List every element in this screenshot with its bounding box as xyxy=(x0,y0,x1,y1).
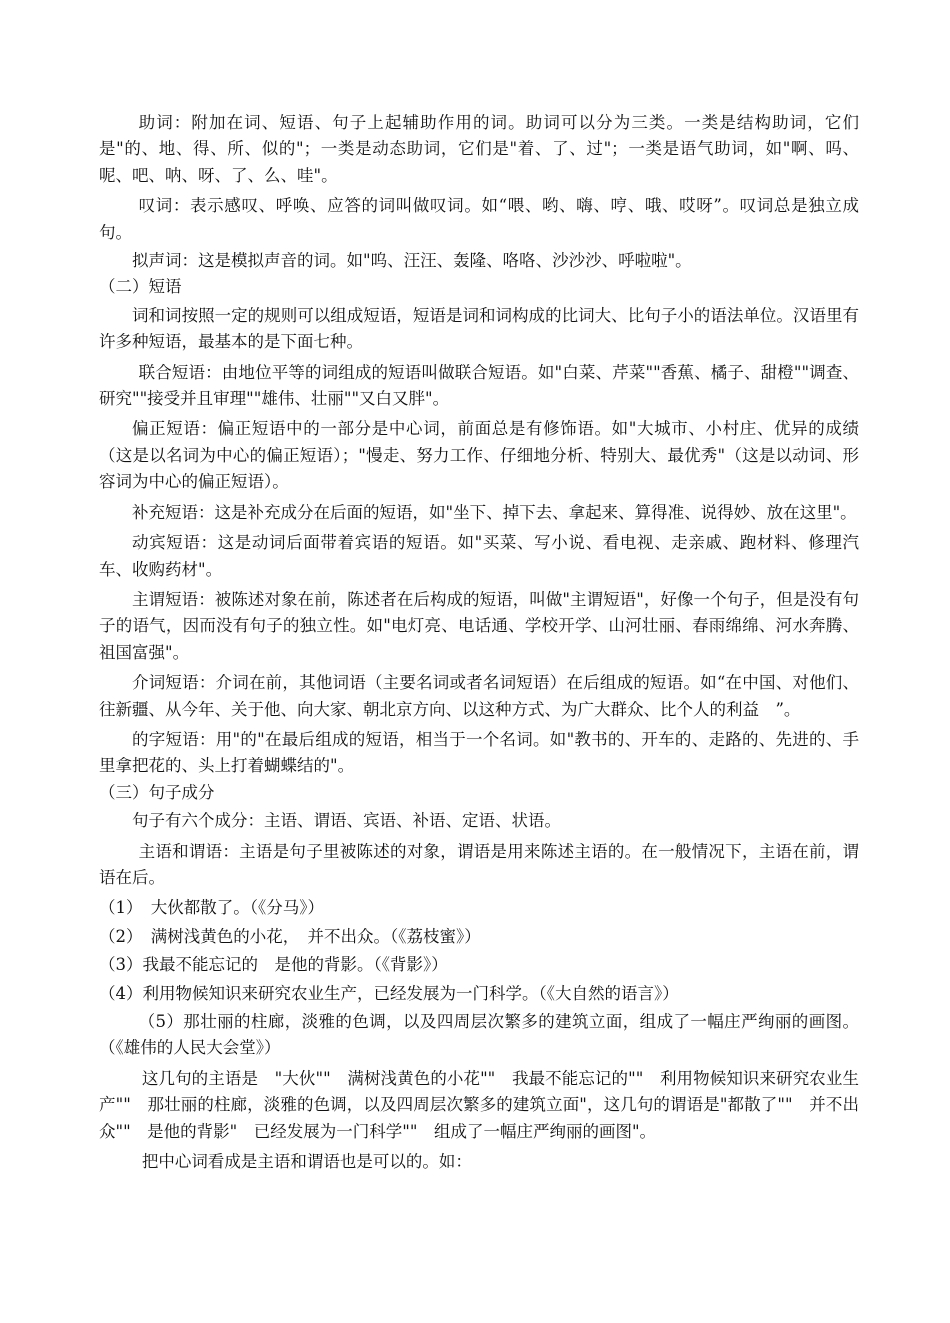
paragraph-auxiliary-words: 助词：附加在词、短语、句子上起辅助作用的词。助词可以分为三类。一类是结构助词，它们是"的、地、得、所、似的"；一类是动态助词，它们是"着、了、过"；一类是语气助词，如"啊、吗、呢、吧、呐、呀、了、么、哇"。 xyxy=(99,113,859,185)
paragraph-subject-and-predicate: 主语和谓语：主语是句子里被陈述的对象，谓语是用来陈述主语的。在一般情况下，主语在前，谓语在后。 xyxy=(99,841,859,887)
paragraph-prepositional-phrase: 介词短语：介词在前，其他词语（主要名词或者名词短语）在后组成的短语。如“在中国、对他们、往新疆、从今年、关于他、向大家、朝北京方向、以这种方式、为广大群众、比个人的利益 ”。 xyxy=(99,673,859,719)
example-sentence-4: （4）利用物候知识来研究农业生产，已经发展为一门科学。（《大自然的语言》） xyxy=(99,983,679,1003)
paragraph-verb-object-phrase: 动宾短语：这是动词后面带着宾语的短语。如"买菜、写小说、看电视、走亲戚、跑材料、修理汽车、收购药材"。 xyxy=(99,533,859,579)
paragraph-subject-predicate-phrase: 主谓短语：被陈述对象在前，陈述者在后构成的短语，叫做"主谓短语"，好像一个句子，但是没有句子的语气，因而没有句子的独立性。如"电灯亮、电话通、学校开学、山河壮丽、春雨绵绵、河水奔腾、祖国富强"。 xyxy=(99,589,859,662)
section-heading-phrases: （二）短语 xyxy=(99,277,182,297)
paragraph-onomatopoeia: 拟声词：这是模拟声音的词。如"呜、汪汪、轰隆、咯咯、沙沙沙、呼啦啦"。 xyxy=(132,251,692,271)
paragraph-complement-phrase: 补充短语：这是补充成分在后面的短语，如"坐下、掉下去、拿起来、算得准、说得妙、放在这里"。 xyxy=(132,502,857,522)
example-sentence-2: （2） 满树浅黄色的小花， 并不出众。（《荔枝蜜》） xyxy=(99,926,481,946)
paragraph-head-word-note: 把中心词看成是主语和谓语也是可以的。如： xyxy=(141,1152,472,1172)
section-heading-sentence-components: （三）句子成分 xyxy=(99,782,215,802)
paragraph-modifier-phrase: 偏正短语：偏正短语中的一部分是中心词，前面总是有修饰语。如"大城市、小村庄、优异的成绩（这是以名词为中心的偏正短语）；"慢走、努力工作、仔细地分析、特别大、最优秀"（这是以动词、形容词为中心的偏正短语）。 xyxy=(99,419,859,492)
paragraph-subject-predicate-analysis: 这几句的主语是 "大伙"" 满树浅黄色的小花"" 我最不能忘记的"" 利用物候知识来研究农业生产"" 那壮丽的柱廊，淡雅的色调，以及四周层次繁多的建筑立面"，这几句的谓语是"都散了"" 并不出众"" 是他的背影" 已经发展为一门科学"" 组成了一幅庄严绚丽的画图"。 xyxy=(99,1068,859,1141)
paragraph-phrases-intro: 词和词按照一定的规则可以组成短语，短语是词和词构成的比词大、比句子小的语法单位。汉语里有许多种短语，最基本的是下面七种。 xyxy=(99,305,859,352)
example-sentence-5: （5）那壮丽的柱廊，淡雅的色调，以及四周层次繁多的建筑立面，组成了一幅庄严绚丽的画图。（《雄伟的人民大会堂》） xyxy=(99,1012,859,1058)
paragraph-six-components: 句子有六个成分：主语、谓语、宾语、补语、定语、状语。 xyxy=(132,811,561,831)
paragraph-interjections: 叹词：表示感叹、呼唤、应答的词叫做叹词。如“喂、哟、嗨、哼、哦、哎呀”。叹词总是独立成句。 xyxy=(99,196,859,242)
paragraph-de-phrase: 的字短语：用"的"在最后组成的短语，相当于一个名词。如"教书的、开车的、走路的、先进的、手里拿把花的、头上打着蝴蝶结的"。 xyxy=(99,729,859,776)
document-body xyxy=(99,110,859,1175)
paragraph-coordinate-phrase: 联合短语：由地位平等的词组成的短语叫做联合短语。如"白菜、芹菜""香蕉、橘子、甜橙""调查、研究""接受并且审理""雄伟、壮丽""又白又胖"。 xyxy=(99,362,859,409)
example-sentence-3: （3）我最不能忘记的 是他的背影。（《背影》） xyxy=(99,955,448,975)
example-sentence-1: （1） 大伙都散了。（《分马》） xyxy=(99,898,324,918)
